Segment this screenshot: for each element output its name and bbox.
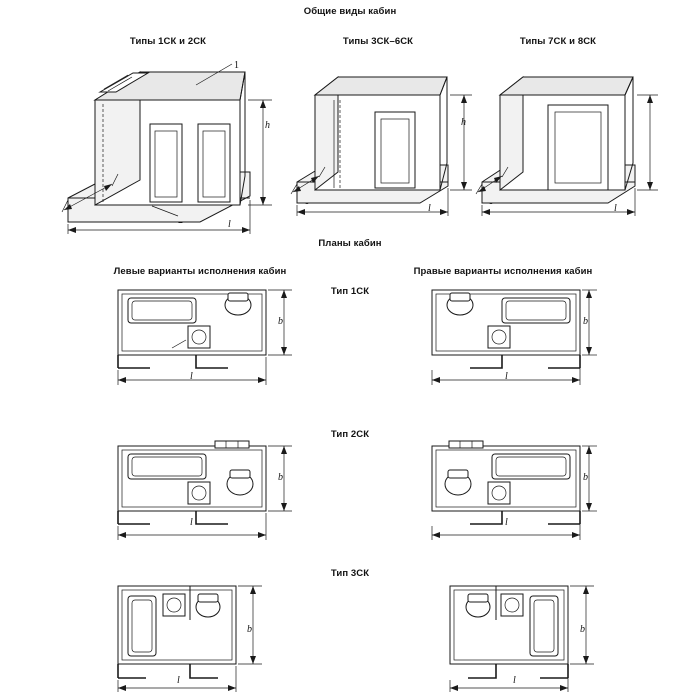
plan-3sk-left [118, 586, 262, 692]
plan-1sk-right [432, 290, 597, 385]
plan-row-title-2: Тип 2СК [330, 429, 370, 440]
dim-b-plan1r: b [583, 316, 588, 327]
plan-row-title-1: Тип 1СК [330, 286, 370, 297]
dim-l-plan2l: l [190, 517, 193, 528]
dim-b-plan2r: b [583, 472, 588, 483]
view-cabin-type-7-8 [476, 77, 658, 216]
callout-1: 1 [234, 60, 239, 71]
plan-1sk-left [118, 290, 292, 385]
plan-header-right: Правые варианты исполнения кабин [413, 266, 593, 277]
dim-l-plan3l: l [177, 675, 180, 686]
dim-l-plan1r: l [505, 371, 508, 382]
dim-l-view2: l [428, 203, 431, 214]
dim-l-view3: l [614, 203, 617, 214]
dim-b-plan2l: b [278, 472, 283, 483]
dim-h-view2: h [461, 117, 466, 128]
dim-h-view1: h [265, 120, 270, 131]
view-caption-2: Типы 3СК–6СК [342, 36, 414, 47]
dim-l-view1: l [228, 219, 231, 230]
plan-row-title-3: Тип 3СК [330, 568, 370, 579]
section-title-views: Общие виды кабин [303, 6, 397, 17]
dim-b-plan3l: b [247, 624, 252, 635]
dim-l-plan3r: l [513, 675, 516, 686]
dim-l-plan1l: l [190, 371, 193, 382]
plan-header-left: Левые варианты исполнения кабин [113, 266, 287, 277]
plan-3sk-right [450, 586, 594, 692]
section-title-plans: Планы кабин [318, 238, 382, 249]
view-caption-1: Типы 1СК и 2СК [129, 36, 207, 47]
dim-l-plan2r: l [505, 517, 508, 528]
view-cabin-type-1-2 [62, 64, 272, 234]
view-cabin-type-3-6 [291, 77, 472, 216]
view-caption-3: Типы 7СК и 8СК [519, 36, 597, 47]
plan-2sk-left [118, 441, 292, 540]
dim-b-plan1l: b [278, 316, 283, 327]
dim-b-plan3r: b [580, 624, 585, 635]
plan-2sk-right [432, 441, 597, 540]
